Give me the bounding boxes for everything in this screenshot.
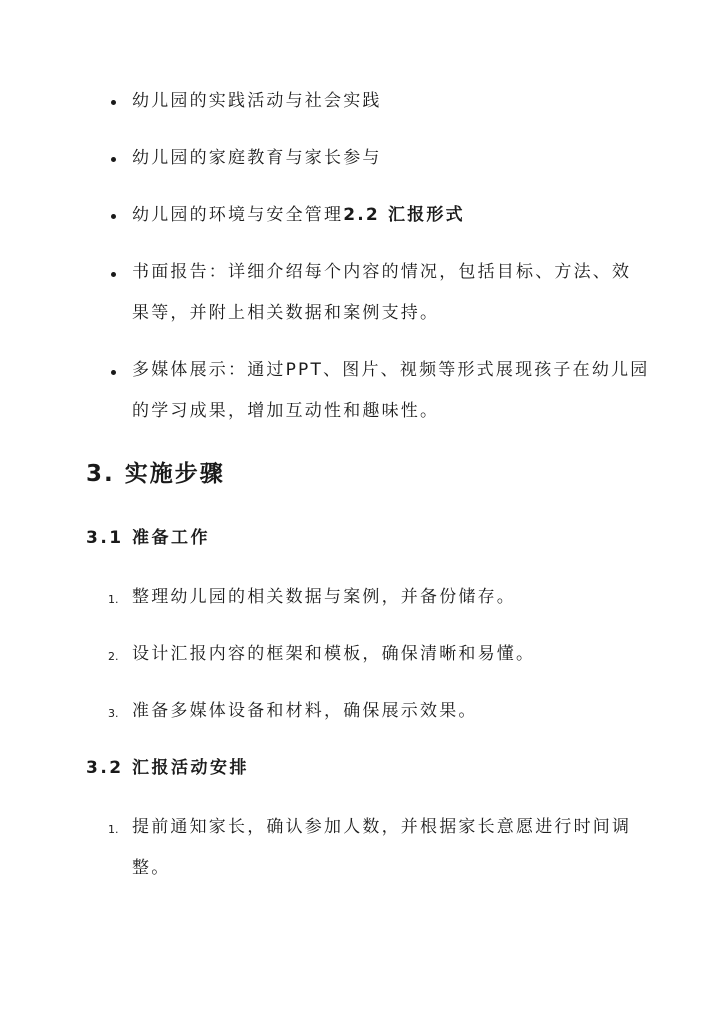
bullet-dot xyxy=(111,157,116,162)
bullet-dot xyxy=(111,214,116,219)
list-item-line: 果等，并附上相关数据和案例支持。 xyxy=(132,303,440,323)
list-number: 3. xyxy=(108,707,119,720)
list-number: 1. xyxy=(108,593,119,606)
subsection-heading: 3.1 准备工作 xyxy=(86,528,211,548)
list-item-line: 书面报告：详细介绍每个内容的情况，包括目标、方法、效 xyxy=(132,262,632,282)
list-number: 2. xyxy=(108,650,119,663)
bullet-dot xyxy=(111,370,116,375)
bullet-dot xyxy=(111,272,116,277)
list-item-line: 提前通知家长，确认参加人数，并根据家长意愿进行时间调 xyxy=(132,817,632,837)
list-item-text: 幼儿园的环境与安全管理 xyxy=(132,205,344,225)
inline-heading: 2.2 汇报形式 xyxy=(343,205,465,225)
list-item: 准备多媒体设备和材料，确保展示效果。 xyxy=(132,701,478,721)
list-item-line: 多媒体展示：通过PPT、图片、视频等形式展现孩子在幼儿园 xyxy=(132,360,650,380)
list-item: 幼儿园的实践活动与社会实践 xyxy=(132,91,382,111)
list-item xyxy=(132,203,465,227)
list-number: 1. xyxy=(108,823,119,836)
section-heading: 3. 实施步骤 xyxy=(86,461,225,487)
list-item: 幼儿园的家庭教育与家长参与 xyxy=(132,148,382,168)
list-item-line: 的学习成果，增加互动性和趣味性。 xyxy=(132,401,440,421)
list-item: 设计汇报内容的框架和模板，确保清晰和易懂。 xyxy=(132,644,536,664)
list-item: 整理幼儿园的相关数据与案例，并备份储存。 xyxy=(132,587,516,607)
list-item-line: 整。 xyxy=(132,858,171,878)
subsection-heading: 3.2 汇报活动安排 xyxy=(86,758,250,778)
bullet-dot xyxy=(111,100,116,105)
